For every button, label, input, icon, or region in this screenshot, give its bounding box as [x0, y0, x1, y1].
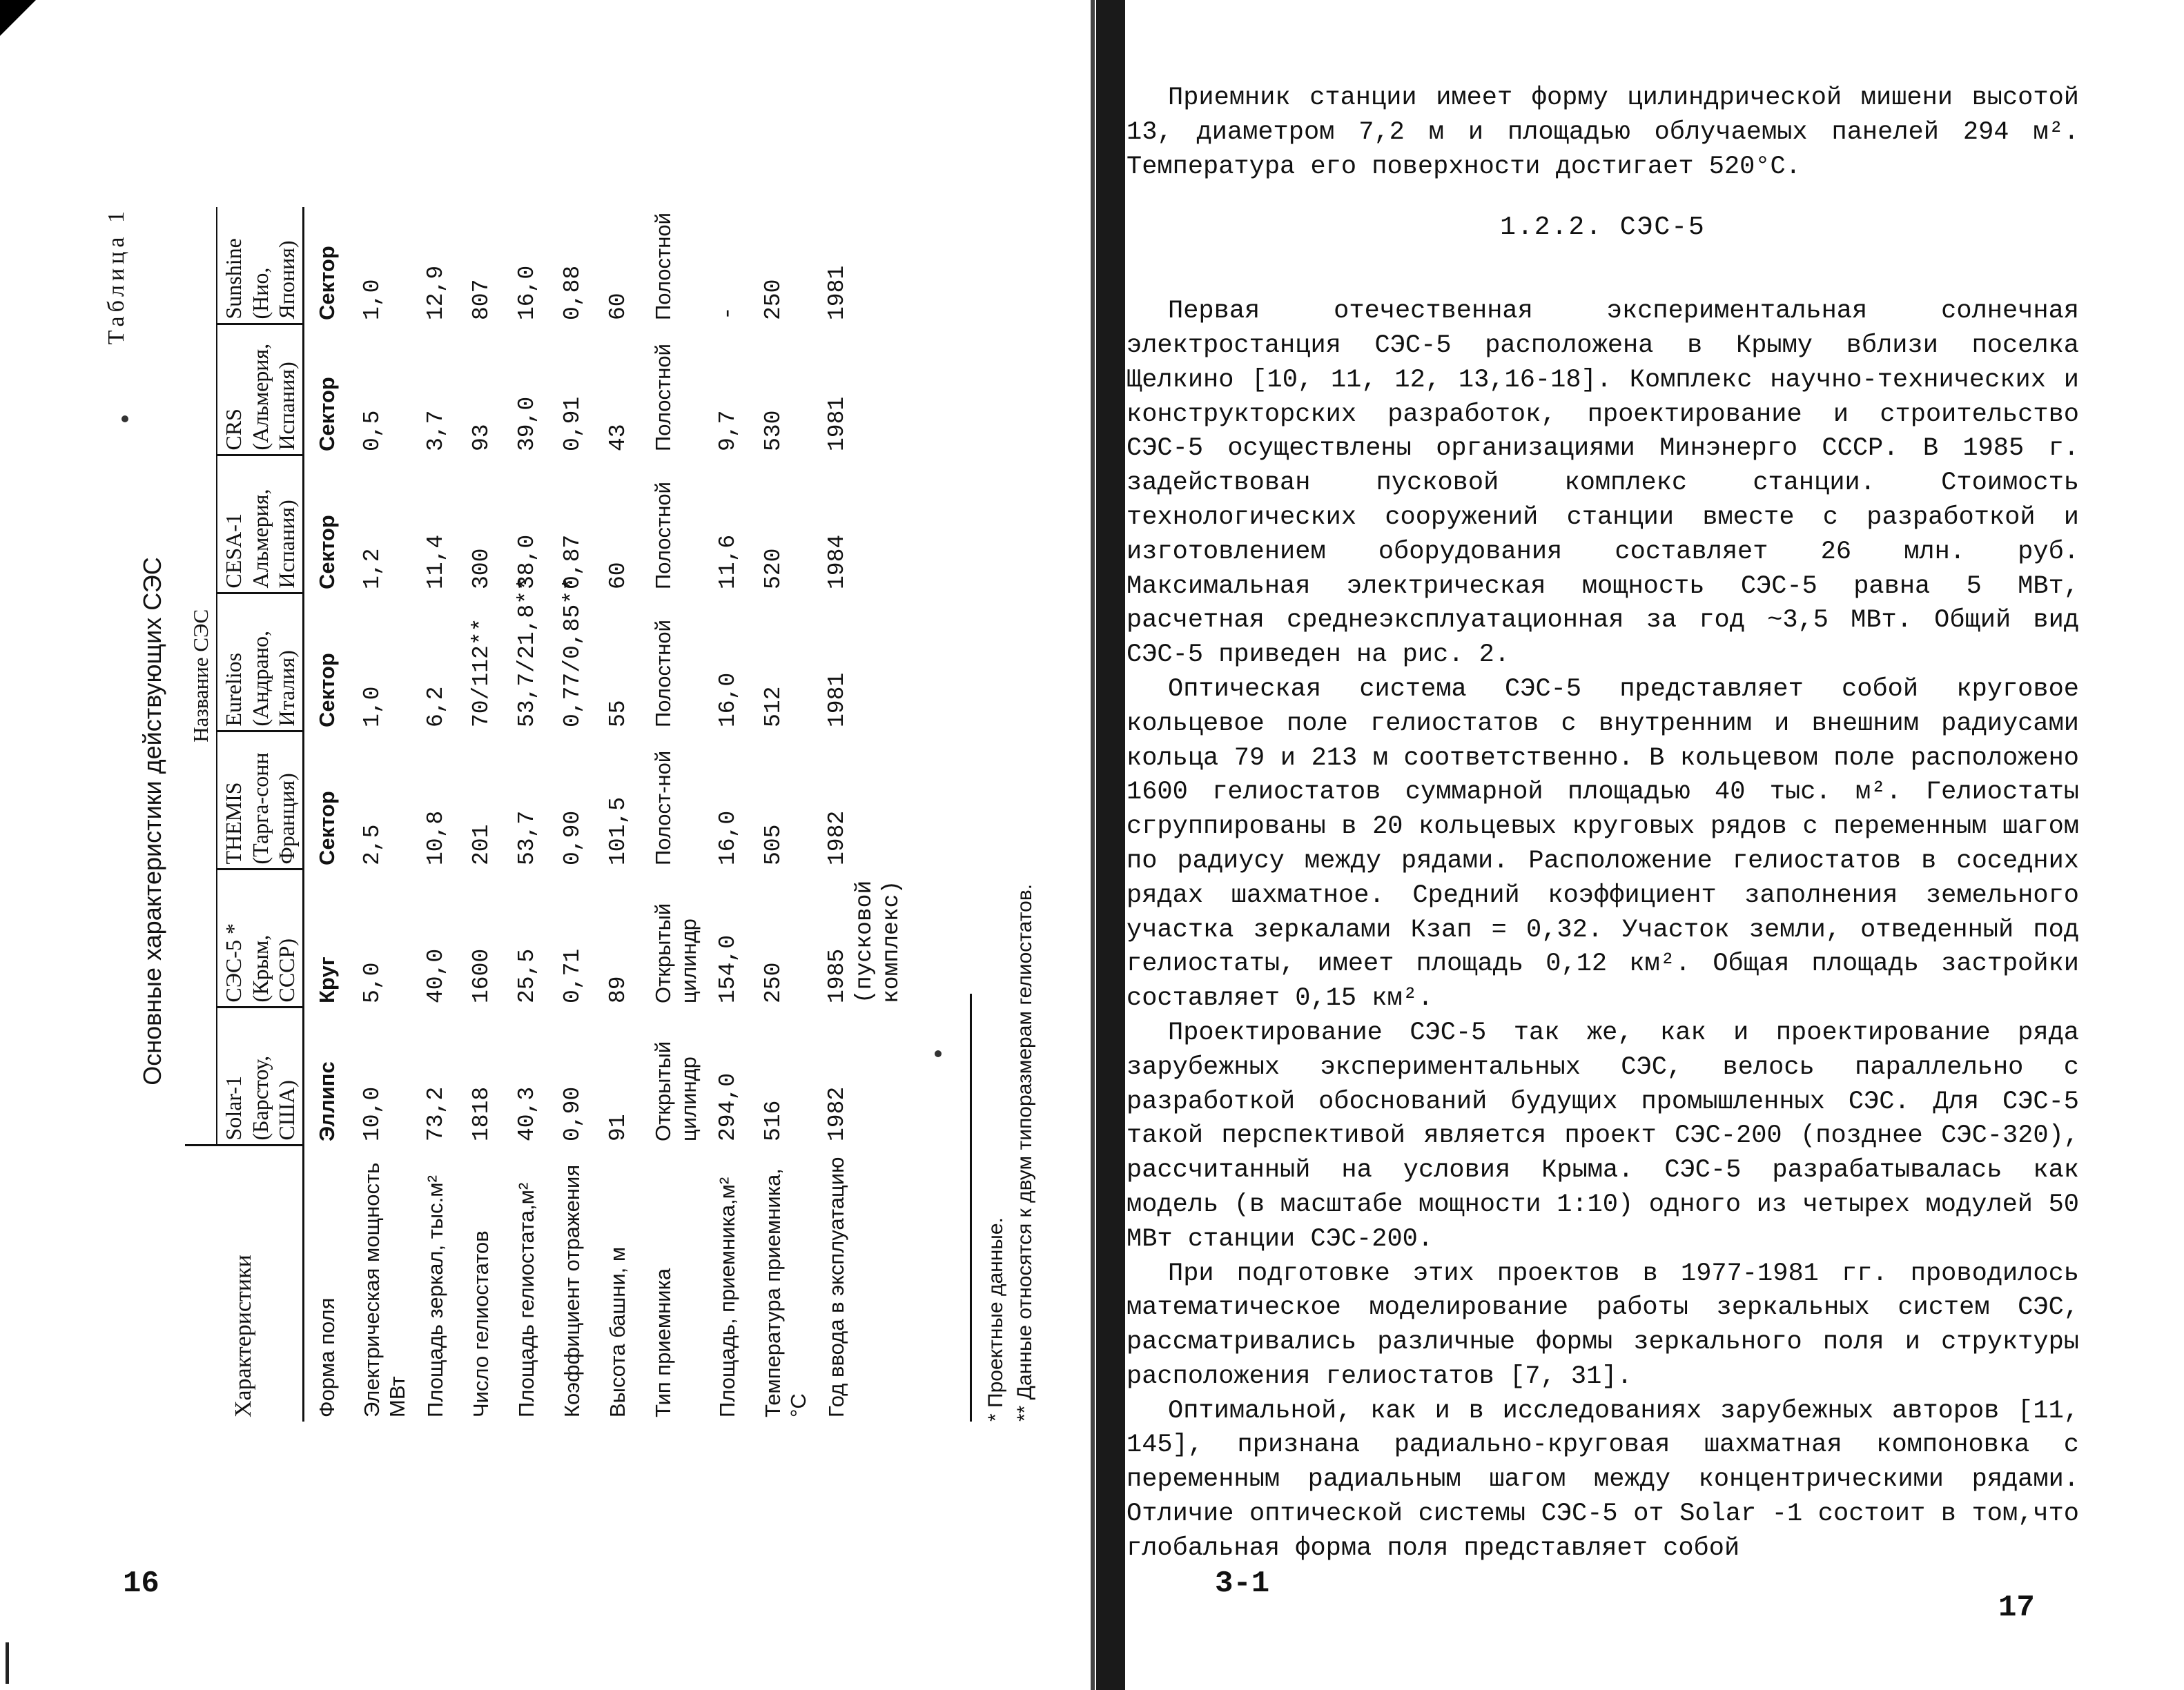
right-page-text — [1127, 81, 2079, 1566]
table-cell: 70/112** — [469, 618, 495, 727]
header-station-group: Название СЭС — [185, 207, 217, 1146]
station-header: Sunshine (Нио, Япония) — [217, 207, 304, 324]
table-cell: 53,7/21,8** — [514, 577, 540, 727]
row-label: Высота башни, м — [605, 1246, 630, 1417]
table-cell: 16,0 — [514, 265, 540, 320]
table-cell: 6,2 — [423, 686, 449, 727]
station-header: Eurelios (Андрано, Италия) — [217, 593, 304, 731]
header-characteristics: Характеристики — [185, 1146, 304, 1422]
table-title: Основные характеристики действующих СЭС — [138, 557, 166, 1085]
table-cell: 10,0 — [359, 1086, 385, 1141]
table-cell: 1981 — [823, 265, 850, 320]
table-cell: 294,0 — [714, 1072, 741, 1141]
table-cell: 40,0 — [423, 948, 449, 1003]
table-cell: 12,9 — [423, 265, 449, 320]
table-cell: 807 — [469, 279, 495, 320]
paragraph: Проектирование СЭС-5 так же, как и проектирование ряда зарубежных экспериментальных СЭС, велось параллельно с разработкой обоснований будущих промышленных СЭС. Для СЭС-5 такой перспективой является проект СЭС-200 (позднее СЭС-320), рассчитанный на условия Крыма. СЭС-5 разрабатывалась как модель (в масштабе мощности 1:10) одного из четырех модулей 50 МВт станции СЭС-200. — [1127, 1018, 2079, 1254]
station-header: СЭС-5 * (Крым, СССР) — [217, 869, 304, 1008]
station-header: THEMIS (Тарга-сонн Франция) — [217, 731, 304, 869]
book-spine-shadow — [1091, 0, 1095, 1690]
table-cell: Полостной — [651, 344, 676, 451]
table-cell: 1,2 — [359, 548, 385, 589]
paragraph: Оптическая система СЭС-5 представляет собой круговое кольцевое поле гелиостатов с внутренним и внешним радиусами кольца 79 и 213 м соответственно. В кольцевом поле расположено 1600 гелиостатов суммарной площадью 40 тыс. м². Гелиостаты сгруппированы в 20 кольцевых круговых рядов с переменным шагом по радиусу между рядами. Расположение гелиостатов в соседних рядах шахматное. Средний коэффициент заполнения земельного участка зеркалами Кзап = 0,32. Участок земли, отведенный под гелиостаты, имеет площадь 0,12 км². Общая площадь застройки составляет 0,15 км². — [1127, 674, 2079, 1014]
table-cell: 25,5 — [514, 948, 540, 1003]
row-label: Число гелиостатов — [469, 1230, 494, 1417]
table-cell: Полостной — [651, 620, 676, 727]
table-cell: 1982 — [823, 1086, 850, 1141]
table-cell: 9,7 — [714, 410, 741, 451]
table-cell: 250 — [760, 962, 786, 1003]
table-footnotes — [970, 884, 1040, 1422]
table-caption: Таблица 1 — [104, 207, 129, 345]
row-label: Год ввода в эксплуатацию — [823, 1157, 848, 1417]
table-cell: 93 — [469, 424, 495, 451]
table-cell: Открытый цилиндр — [651, 903, 701, 1003]
table-cell: 250 — [760, 279, 786, 320]
row-label: Коэффициент отражения — [560, 1164, 585, 1417]
table-cell: - — [714, 306, 741, 320]
table-cell: 520 — [760, 548, 786, 589]
table-cell: 0,5 — [359, 410, 385, 451]
table-cell: 1982 — [823, 810, 850, 865]
table-cell: Сектор — [315, 377, 340, 451]
table-cell: 0,87 — [560, 534, 586, 589]
table-row — [504, 207, 549, 1422]
table-row — [349, 207, 413, 1422]
table-row — [641, 207, 704, 1422]
table-cell: 516 — [760, 1100, 786, 1141]
table-cell: 101,5 — [605, 796, 632, 865]
row-label: Площадь, приемника,м² — [714, 1177, 739, 1417]
stations-table — [185, 207, 908, 1422]
table-cell: Сектор — [315, 653, 340, 727]
table-cell: 0,90 — [560, 1086, 586, 1141]
table-cell: Эллипс — [315, 1061, 340, 1141]
table-row — [304, 207, 349, 1422]
table-row — [549, 207, 595, 1422]
row-label: Площадь зеркал, тыс.м² — [423, 1175, 448, 1417]
rotated-table-block — [104, 193, 1084, 1422]
table-cell: 91 — [605, 1114, 632, 1141]
table-cell: 0,90 — [560, 810, 586, 865]
station-header: Solar-1 (Барстоу, США) — [217, 1008, 304, 1146]
table-cell: 73,2 — [423, 1086, 449, 1141]
row-label: Площадь гелиостата,м² — [514, 1182, 539, 1417]
left-edge-mark — [6, 1642, 9, 1684]
table-cell: Полостной — [651, 213, 676, 320]
table-cell: Сектор — [315, 515, 340, 589]
paragraph: При подготовке этих проектов в 1977-1981 гг. проводилось математическое моделирование работы зеркальных систем СЭС, рассматривались различные формы зеркального поля и структуры расположения гелиостатов [7, 31]. — [1127, 1259, 2079, 1391]
table-row — [458, 207, 504, 1422]
table-cell: Круг — [315, 956, 340, 1003]
table-cell: 11,6 — [714, 534, 741, 589]
row-label: Электрическая мощность МВт — [359, 1162, 410, 1417]
table-cell: 1600 — [469, 948, 495, 1003]
page-corner-mark — [0, 0, 36, 36]
paragraph: Первая отечественная экспериментальная солнечная электростанция СЭС-5 расположена в Крыму вблизи поселка Щелкино [10, 11, 12, 13,16-18]. Комплекс научно-технических и конструкторских разработок, проектирование и строительство СЭС-5 осуществлены организациями Минэнерго СССР. В 1985 г. задействован пусковой комплекс станции. Стоимость технологических сооружений станции вместе с разработкой и изготовлением оборудования составляет 26 млн. руб. Максимальная электрическая мощность СЭС-5 равна 5 МВт, расчетная среднеэксплуатационная за год ~3,5 МВт. Общий вид СЭС-5 приведен на рис. 2. — [1127, 297, 2079, 670]
row-label: Форма поля — [315, 1297, 340, 1417]
station-header: CRS (Альмерия, Испания) — [217, 324, 304, 455]
table-cell: 10,8 — [423, 810, 449, 865]
table-cell: 16,0 — [714, 810, 741, 865]
table-row — [750, 207, 814, 1422]
table-cell: 1818 — [469, 1086, 495, 1141]
table-row — [705, 207, 750, 1422]
table-cell: 1981 — [823, 672, 850, 727]
table-cell: 40,3 — [514, 1086, 540, 1141]
table-cell: 60 — [605, 562, 632, 589]
table-cell: 505 — [760, 824, 786, 865]
table-cell: 1984 — [823, 534, 850, 589]
table-cell: 0,71 — [560, 948, 586, 1003]
table-cell: 201 — [469, 824, 495, 865]
table-cell: 3,7 — [423, 410, 449, 451]
table-cell: 55 — [605, 700, 632, 727]
table-cell: 43 — [605, 424, 632, 451]
paragraph: Оптимальной, как и в исследованиях зарубежных авторов [11, 145], признана радиально-круговая шахматная компоновка с переменным радиальным шагом между концентрическими рядами. Отличие оптической системы СЭС-5 от Solar -1 состоит в том,что глобальная форма поля представляет собой — [1127, 1396, 2079, 1563]
table-cell: 39,0 — [514, 396, 540, 451]
page-number-left: 16 — [123, 1566, 159, 1601]
table-cell: Сектор — [315, 791, 340, 865]
table-cell: 16,0 — [714, 672, 741, 727]
footnote-1: * Проектные данные. — [984, 1217, 1007, 1422]
table-cell: 300 — [469, 548, 495, 589]
table-cell: 53,7 — [514, 810, 540, 865]
book-spine — [1096, 0, 1125, 1690]
table-cell: 512 — [760, 686, 786, 727]
table-cell: Полост-ной — [651, 750, 676, 865]
table-cell: 11,4 — [423, 534, 449, 589]
table-cell: Сектор — [315, 246, 340, 320]
table-cell: 60 — [605, 293, 632, 320]
row-label: Температура приемника, °С — [760, 1168, 810, 1417]
table-cell: 0,77/0,85** — [560, 577, 586, 727]
table-cell: 0,91 — [560, 396, 586, 451]
table-cell: 1981 — [823, 396, 850, 451]
table-cell: 0,88 — [560, 265, 586, 320]
page-number-right: 17 — [1998, 1591, 2035, 1625]
footnote-rule — [970, 994, 972, 1422]
table-cell: 1,0 — [359, 686, 385, 727]
table-row — [413, 207, 458, 1422]
table-cell: 154,0 — [714, 934, 741, 1003]
row-label: Тип приемника — [651, 1268, 676, 1417]
table-cell: 1,0 — [359, 279, 385, 320]
footnote-2: ** Данные относятся к двум типоразмерам гелиостатов. — [1013, 883, 1036, 1422]
table-cell: Полостной — [651, 482, 676, 589]
table-cell: 1985 (пусковой комплекс) — [823, 880, 905, 1003]
table-cell: 530 — [760, 410, 786, 451]
table-cell: 2,5 — [359, 824, 385, 865]
table-cell: 89 — [605, 976, 632, 1003]
table-row — [595, 207, 641, 1422]
table-row — [814, 207, 908, 1422]
intro-paragraph: Приемник станции имеет форму цилиндрической мишени высотой 13, диаметром 7,2 м и площадью облучаемых панелей 294 м². Температура его поверхности достигает 520°С. — [1127, 83, 2079, 181]
table-cell: 5,0 — [359, 962, 385, 1003]
table-cell: Открытый цилиндр — [651, 1041, 701, 1141]
signature-mark: 3-1 — [1215, 1566, 1270, 1601]
station-header: CESA-1 Альмерия, Испания) — [217, 455, 304, 593]
table-cell: 38,0 — [514, 534, 540, 589]
section-heading: 1.2.2. СЭС-5 — [1500, 213, 1706, 243]
